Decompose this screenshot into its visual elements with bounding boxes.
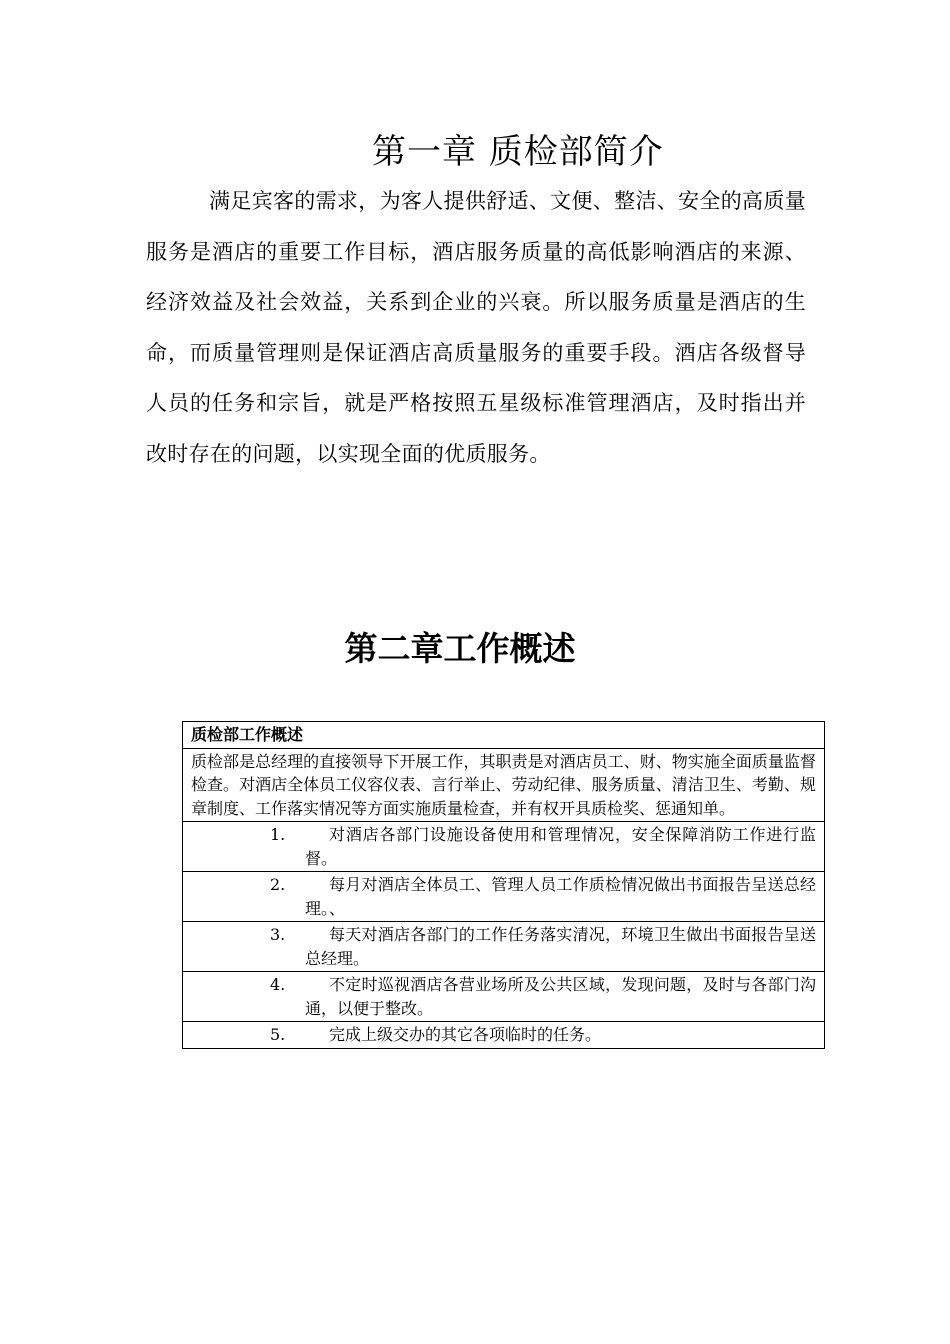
duty-item: [191, 873, 816, 920]
table-header-cell: 质检部工作概述: [183, 722, 825, 749]
duty-item: [191, 923, 816, 970]
duty-number: 4.: [270, 975, 286, 994]
table-description-cell: 质检部是总经理的直接领导下开展工作，其职责是对酒店员工、财、物实施全面质量监督检查。对酒店全体员工仪容仪表、言行举止、劳动纪律、服务质量、清洁卫生、考勤、规章制度、工作落实情况等方面实施质量检查，并有权开具质检奖、惩通知单。: [183, 748, 825, 822]
duty-cell: [183, 1022, 825, 1049]
duty-cell: [183, 872, 825, 922]
duty-number: 3.: [270, 925, 286, 944]
work-overview-table: [182, 721, 825, 1049]
duty-number: 5.: [270, 1025, 286, 1044]
duty-text: 每月对酒店全体员工、管理人员工作质检情况做出书面报告呈送总经理。、: [305, 875, 816, 918]
chapter-2-title: 第二章工作概述: [344, 629, 576, 668]
duty-cell: [183, 822, 825, 872]
duty-text: 对酒店各部门设施设备使用和管理情况，安全保障消防工作进行监督。: [305, 825, 816, 868]
duty-number: 1.: [270, 825, 286, 844]
duty-cell: [183, 922, 825, 972]
duty-text: 每天对酒店各部门的工作任务落实清况，环境卫生做出书面报告呈送总经理。: [305, 925, 816, 968]
table-row: [183, 1022, 825, 1049]
duty-item: [191, 973, 816, 1020]
chapter-1-title: 第一章 质检部简介: [372, 132, 664, 172]
duty-text: 完成上级交办的其它各项临时的任务。: [329, 1025, 602, 1044]
duty-cell: [183, 972, 825, 1022]
table-header-row: [183, 722, 825, 749]
duty-item: [191, 1023, 816, 1047]
duty-item: [191, 823, 816, 870]
table-row: [183, 922, 825, 972]
duty-text: 不定时巡视酒店各营业场所及公共区域，发现问题，及时与各部门沟通，以便于整改。: [305, 975, 816, 1018]
duty-number: 2.: [270, 875, 286, 894]
table-description-row: [183, 748, 825, 822]
table-row: [183, 822, 825, 872]
table-row: [183, 872, 825, 922]
chapter-1-paragraph: 满足宾客的需求，为客人提供舒适、文便、整洁、安全的高质量服务是酒店的重要工作目标，酒店服务质量的高低影响酒店的来源、经济效益及社会效益，关系到企业的兴衰。所以服务质量是酒店的生命，而质量管理则是保证酒店高质量服务的重要手段。酒店各级督导人员的任务和宗旨，就是严格按照五星级标准管理酒店，及时指出并改时存在的问题，以实现全面的优质服务。: [146, 189, 806, 466]
table-row: [183, 972, 825, 1022]
